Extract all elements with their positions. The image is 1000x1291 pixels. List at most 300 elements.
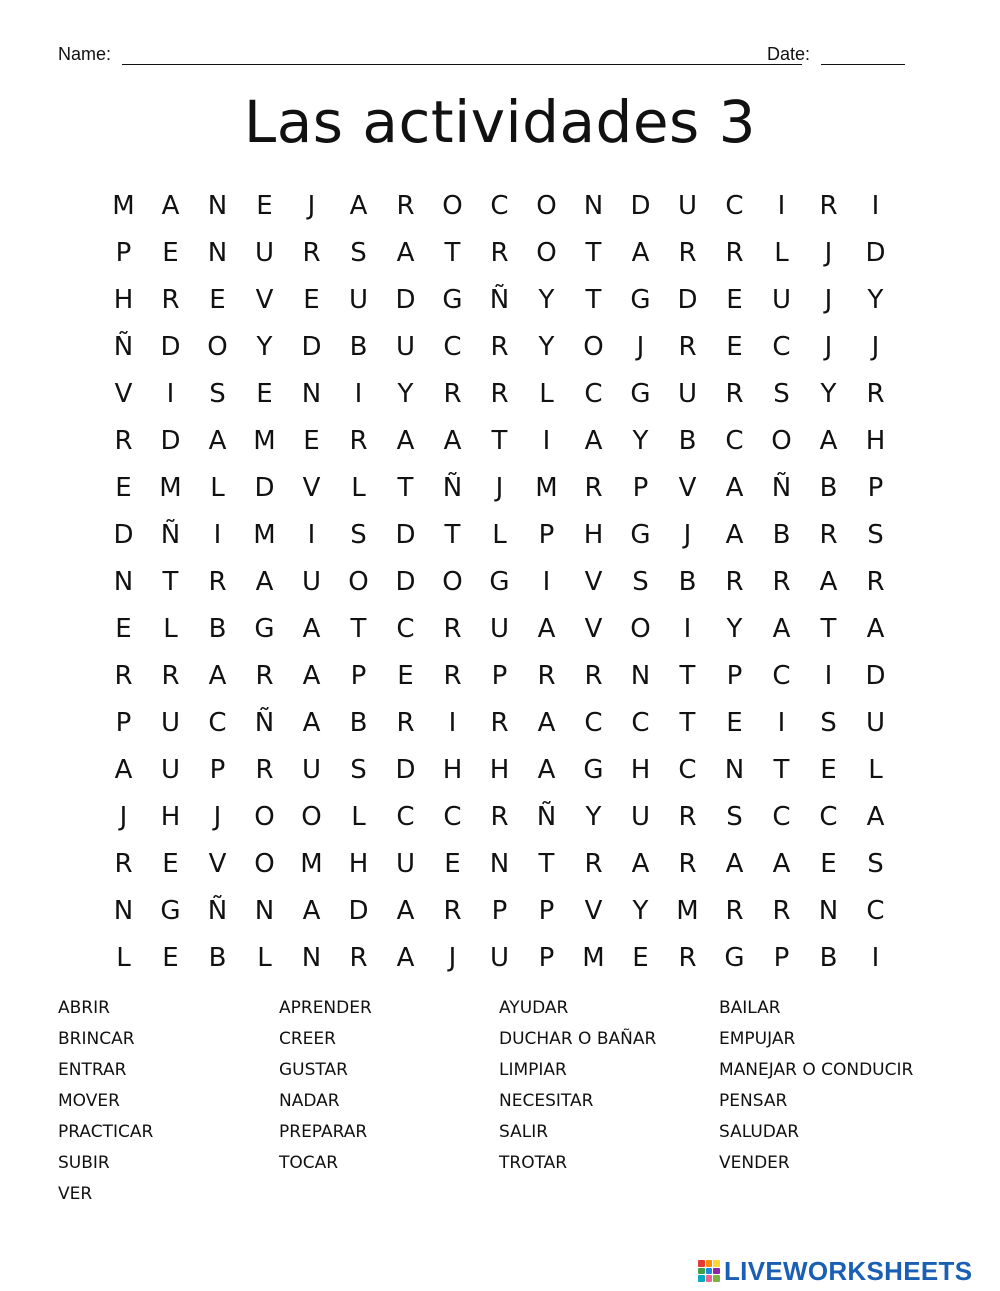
grid-letter[interactable]: Y (867, 285, 884, 315)
grid-letter[interactable]: R (443, 661, 462, 691)
grid-letter[interactable]: O (536, 238, 557, 268)
grid-letter[interactable]: N (818, 896, 839, 926)
grid-letter[interactable]: S (209, 379, 226, 409)
grid-letter[interactable]: O (771, 426, 792, 456)
grid-letter[interactable]: P (115, 708, 132, 738)
grid-letter[interactable]: J (448, 943, 457, 973)
grid-letter[interactable]: S (350, 520, 367, 550)
grid-letter[interactable]: A (819, 567, 838, 597)
grid-letter[interactable]: N (113, 567, 134, 597)
grid-letter[interactable]: C (772, 802, 791, 832)
grid-letter[interactable]: D (301, 332, 322, 362)
grid-letter[interactable]: R (584, 473, 603, 503)
grid-letter[interactable]: O (442, 191, 463, 221)
grid-letter[interactable]: T (397, 473, 414, 503)
grid-letter[interactable]: R (819, 520, 838, 550)
grid-letter[interactable]: O (301, 802, 322, 832)
grid-letter[interactable]: E (115, 473, 132, 503)
grid-letter[interactable]: T (679, 708, 696, 738)
grid-letter[interactable]: P (491, 661, 508, 691)
grid-letter[interactable]: H (160, 802, 181, 832)
grid-letter[interactable]: Y (538, 285, 555, 315)
grid-letter[interactable]: H (583, 520, 604, 550)
grid-letter[interactable]: R (114, 426, 133, 456)
grid-letter[interactable]: A (866, 802, 885, 832)
grid-letter[interactable]: O (348, 567, 369, 597)
grid-letter[interactable]: I (542, 426, 551, 456)
grid-letter[interactable]: L (351, 473, 366, 503)
grid-letter[interactable]: U (677, 379, 698, 409)
grid-letter[interactable]: C (772, 661, 791, 691)
grid-letter[interactable]: C (772, 332, 791, 362)
grid-letter[interactable]: L (539, 379, 554, 409)
grid-letter[interactable]: U (395, 332, 416, 362)
grid-letter[interactable]: J (495, 473, 504, 503)
grid-letter[interactable]: E (820, 849, 837, 879)
grid-letter[interactable]: O (207, 332, 228, 362)
grid-letter[interactable]: Y (632, 426, 649, 456)
grid-letter[interactable]: E (444, 849, 461, 879)
grid-letter[interactable]: A (584, 426, 603, 456)
grid-letter[interactable]: C (490, 191, 509, 221)
grid-letter[interactable]: B (208, 943, 227, 973)
grid-letter[interactable]: C (443, 802, 462, 832)
grid-letter[interactable]: A (161, 191, 180, 221)
grid-letter[interactable]: R (490, 332, 509, 362)
grid-letter[interactable]: U (254, 238, 275, 268)
grid-letter[interactable]: R (396, 191, 415, 221)
grid-letter[interactable]: G (724, 943, 745, 973)
grid-letter[interactable]: T (350, 614, 367, 644)
grid-letter[interactable]: S (350, 755, 367, 785)
grid-letter[interactable]: M (676, 896, 699, 926)
grid-letter[interactable]: R (443, 896, 462, 926)
grid-letter[interactable]: R (678, 332, 697, 362)
grid-letter[interactable]: R (255, 755, 274, 785)
grid-letter[interactable]: J (636, 332, 645, 362)
grid-letter[interactable]: R (772, 896, 791, 926)
grid-letter[interactable]: C (396, 802, 415, 832)
grid-letter[interactable]: R (443, 379, 462, 409)
grid-letter[interactable]: S (350, 238, 367, 268)
grid-letter[interactable]: H (348, 849, 369, 879)
grid-letter[interactable]: U (771, 285, 792, 315)
grid-letter[interactable]: R (772, 567, 791, 597)
grid-letter[interactable]: A (772, 614, 791, 644)
grid-letter[interactable]: I (777, 708, 786, 738)
grid-letter[interactable]: S (726, 802, 743, 832)
grid-letter[interactable]: Y (726, 614, 743, 644)
grid-letter[interactable]: V (255, 285, 274, 315)
grid-letter[interactable]: M (300, 849, 323, 879)
grid-letter[interactable]: A (725, 473, 744, 503)
grid-letter[interactable]: T (444, 520, 461, 550)
grid-letter[interactable]: I (542, 567, 551, 597)
grid-letter[interactable]: V (584, 567, 603, 597)
word-list-item: SUBIR (58, 1153, 110, 1173)
grid-letter[interactable]: T (491, 426, 508, 456)
grid-letter[interactable]: R (396, 708, 415, 738)
grid-letter[interactable]: J (824, 238, 833, 268)
grid-letter[interactable]: P (538, 943, 555, 973)
grid-letter[interactable]: O (583, 332, 604, 362)
grid-letter[interactable]: I (683, 614, 692, 644)
grid-letter[interactable]: N (207, 238, 228, 268)
grid-letter[interactable]: O (536, 191, 557, 221)
grid-letter[interactable]: R (490, 708, 509, 738)
grid-letter[interactable]: A (208, 426, 227, 456)
grid-letter[interactable]: A (443, 426, 462, 456)
grid-letter[interactable]: Y (632, 896, 649, 926)
grid-letter[interactable]: R (584, 849, 603, 879)
grid-letter[interactable]: R (866, 567, 885, 597)
grid-letter[interactable]: I (307, 520, 316, 550)
grid-letter[interactable]: M (159, 473, 182, 503)
logo-square (698, 1275, 705, 1282)
grid-letter[interactable]: E (209, 285, 226, 315)
grid-letter[interactable]: S (820, 708, 837, 738)
grid-letter[interactable]: R (255, 661, 274, 691)
grid-letter[interactable]: A (396, 943, 415, 973)
grid-letter[interactable]: U (301, 567, 322, 597)
grid-letter[interactable]: E (632, 943, 649, 973)
grid-letter[interactable]: A (302, 708, 321, 738)
grid-letter[interactable]: C (725, 191, 744, 221)
grid-letter[interactable]: M (253, 520, 276, 550)
grid-letter[interactable]: R (114, 661, 133, 691)
grid-letter[interactable]: T (585, 285, 602, 315)
grid-letter[interactable]: P (726, 661, 743, 691)
grid-letter[interactable]: S (867, 849, 884, 879)
grid-letter[interactable]: R (678, 849, 697, 879)
grid-letter[interactable]: R (161, 661, 180, 691)
grid-letter[interactable]: S (632, 567, 649, 597)
grid-letter[interactable]: H (113, 285, 134, 315)
grid-letter[interactable]: E (726, 708, 743, 738)
grid-letter[interactable]: A (396, 426, 415, 456)
grid-letter[interactable]: G (489, 567, 510, 597)
grid-letter[interactable]: P (350, 661, 367, 691)
grid-letter[interactable]: D (865, 661, 886, 691)
grid-letter[interactable]: R (725, 379, 744, 409)
grid-letter[interactable]: D (348, 896, 369, 926)
grid-letter[interactable]: Y (585, 802, 602, 832)
grid-letter[interactable]: P (632, 473, 649, 503)
grid-letter[interactable]: U (395, 849, 416, 879)
grid-letter[interactable]: R (678, 802, 697, 832)
grid-letter[interactable]: B (208, 614, 227, 644)
grid-letter[interactable]: D (630, 191, 651, 221)
grid-letter[interactable]: H (865, 426, 886, 456)
grid-letter[interactable]: D (395, 567, 416, 597)
grid-letter[interactable]: C (396, 614, 415, 644)
grid-letter[interactable]: U (489, 943, 510, 973)
grid-letter[interactable]: C (584, 708, 603, 738)
grid-letter[interactable]: P (491, 896, 508, 926)
grid-letter[interactable]: A (819, 426, 838, 456)
grid-letter[interactable]: D (254, 473, 275, 503)
grid-letter[interactable]: A (396, 238, 415, 268)
grid-letter[interactable]: C (443, 332, 462, 362)
grid-letter[interactable]: E (397, 661, 414, 691)
grid-letter[interactable]: N (113, 896, 134, 926)
grid-letter[interactable]: J (824, 332, 833, 362)
grid-letter[interactable]: T (773, 755, 790, 785)
grid-letter[interactable]: R (302, 238, 321, 268)
grid-letter[interactable]: J (683, 520, 692, 550)
grid-letter[interactable]: E (726, 285, 743, 315)
grid-letter[interactable]: O (630, 614, 651, 644)
grid-letter[interactable]: A (537, 708, 556, 738)
grid-letter[interactable]: J (824, 285, 833, 315)
grid-letter[interactable]: E (115, 614, 132, 644)
grid-letter[interactable]: R (349, 943, 368, 973)
grid-letter[interactable]: M (582, 943, 605, 973)
grid-letter[interactable]: T (679, 661, 696, 691)
grid-letter[interactable]: D (395, 285, 416, 315)
grid-letter[interactable]: R (584, 661, 603, 691)
grid-letter[interactable]: B (678, 426, 697, 456)
grid-letter[interactable]: T (538, 849, 555, 879)
grid-letter[interactable]: T (820, 614, 837, 644)
grid-letter[interactable]: E (162, 849, 179, 879)
logo-square (706, 1268, 713, 1275)
grid-letter[interactable]: Y (397, 379, 414, 409)
grid-letter[interactable]: L (257, 943, 272, 973)
grid-row (100, 935, 900, 982)
grid-letter[interactable]: I (871, 943, 880, 973)
name-line[interactable] (122, 64, 802, 65)
grid-letter[interactable]: A (537, 755, 556, 785)
grid-letter[interactable]: J (119, 802, 128, 832)
grid-letter[interactable]: N (630, 661, 651, 691)
grid-letter[interactable]: Ñ (771, 473, 792, 503)
grid-letter[interactable]: H (630, 755, 651, 785)
grid-letter[interactable]: V (208, 849, 227, 879)
grid-letter[interactable]: C (819, 802, 838, 832)
grid-letter[interactable]: L (163, 614, 178, 644)
grid-letter[interactable]: N (489, 849, 510, 879)
grid-letter[interactable]: Ñ (489, 285, 510, 315)
date-line[interactable] (821, 64, 905, 65)
grid-letter[interactable]: L (492, 520, 507, 550)
grid-letter[interactable]: P (538, 896, 555, 926)
grid-letter[interactable]: Ñ (536, 802, 557, 832)
grid-letter[interactable]: D (677, 285, 698, 315)
grid-letter[interactable]: E (256, 191, 273, 221)
grid-letter[interactable]: I (448, 708, 457, 738)
grid-letter[interactable]: R (819, 191, 838, 221)
grid-letter[interactable]: L (351, 802, 366, 832)
grid-letter[interactable]: R (443, 614, 462, 644)
grid-row (100, 230, 900, 277)
grid-letter[interactable]: U (160, 755, 181, 785)
grid-letter[interactable]: N (301, 943, 322, 973)
grid-letter[interactable]: U (160, 708, 181, 738)
grid-letter[interactable]: D (160, 426, 181, 456)
word-list-item: AYUDAR (499, 998, 569, 1018)
grid-letter[interactable]: J (213, 802, 222, 832)
grid-letter[interactable]: P (867, 473, 884, 503)
grid-letter[interactable]: O (254, 849, 275, 879)
grid-letter[interactable]: R (490, 379, 509, 409)
grid-letter[interactable]: P (209, 755, 226, 785)
grid-letter[interactable]: R (537, 661, 556, 691)
grid-letter[interactable]: L (868, 755, 883, 785)
grid-letter[interactable]: R (161, 285, 180, 315)
grid-letter[interactable]: G (630, 520, 651, 550)
grid-letter[interactable]: B (772, 520, 791, 550)
grid-letter[interactable]: O (442, 567, 463, 597)
grid-letter[interactable]: U (348, 285, 369, 315)
grid-letter[interactable]: A (631, 238, 650, 268)
grid-letter[interactable]: I (213, 520, 222, 550)
grid-letter[interactable]: C (584, 379, 603, 409)
grid-letter[interactable]: E (256, 379, 273, 409)
grid-letter[interactable]: N (301, 379, 322, 409)
grid-letter[interactable]: J (307, 191, 316, 221)
grid-letter[interactable]: N (724, 755, 745, 785)
grid-letter[interactable]: G (630, 379, 651, 409)
grid-letter[interactable]: I (871, 191, 880, 221)
grid-letter[interactable]: E (726, 332, 743, 362)
grid-letter[interactable]: D (113, 520, 134, 550)
grid-letter[interactable]: A (725, 849, 744, 879)
grid-letter[interactable]: S (773, 379, 790, 409)
grid-letter[interactable]: I (777, 191, 786, 221)
grid-letter[interactable]: N (207, 191, 228, 221)
grid-letter[interactable]: R (490, 802, 509, 832)
grid-letter[interactable]: V (302, 473, 321, 503)
grid-letter[interactable]: B (819, 473, 838, 503)
grid-letter[interactable]: P (115, 238, 132, 268)
grid-letter[interactable]: Ñ (207, 896, 228, 926)
grid-letter[interactable]: B (678, 567, 697, 597)
grid-letter[interactable]: A (255, 567, 274, 597)
grid-letter[interactable]: U (301, 755, 322, 785)
grid-letter[interactable]: H (442, 755, 463, 785)
grid-letter[interactable]: C (208, 708, 227, 738)
grid-letter[interactable]: A (349, 191, 368, 221)
grid-letter[interactable]: J (871, 332, 880, 362)
grid-letter[interactable]: T (162, 567, 179, 597)
grid-letter[interactable]: M (535, 473, 558, 503)
grid-letter[interactable]: R (725, 896, 744, 926)
grid-letter[interactable]: M (253, 426, 276, 456)
grid-letter[interactable]: R (208, 567, 227, 597)
grid-letter[interactable]: E (820, 755, 837, 785)
grid-letter[interactable]: G (583, 755, 604, 785)
grid-letter[interactable]: B (349, 332, 368, 362)
grid-letter[interactable]: I (824, 661, 833, 691)
grid-letter[interactable]: D (395, 520, 416, 550)
grid-letter[interactable]: R (678, 943, 697, 973)
grid-letter[interactable]: G (160, 896, 181, 926)
grid-letter[interactable]: R (349, 426, 368, 456)
grid-letter[interactable]: Ñ (160, 520, 181, 550)
grid-letter[interactable]: I (166, 379, 175, 409)
grid-letter[interactable]: O (254, 802, 275, 832)
grid-letter[interactable]: R (725, 567, 744, 597)
grid-letter[interactable]: L (774, 238, 789, 268)
footer-logo (698, 1256, 998, 1286)
grid-letter[interactable]: V (114, 379, 133, 409)
grid-letter[interactable]: S (867, 520, 884, 550)
grid-letter[interactable]: E (303, 285, 320, 315)
grid-letter[interactable]: G (630, 285, 651, 315)
grid-letter[interactable]: E (162, 238, 179, 268)
grid-letter[interactable]: A (302, 614, 321, 644)
grid-letter[interactable]: N (254, 896, 275, 926)
grid-letter[interactable]: R (725, 238, 744, 268)
grid-letter[interactable]: U (489, 614, 510, 644)
grid-letter[interactable]: C (631, 708, 650, 738)
grid-letter[interactable]: Y (820, 379, 837, 409)
grid-letter[interactable]: V (678, 473, 697, 503)
grid-letter[interactable]: A (631, 849, 650, 879)
grid-letter[interactable]: B (349, 708, 368, 738)
grid-letter[interactable]: D (395, 755, 416, 785)
grid-letter[interactable]: D (160, 332, 181, 362)
grid-letter[interactable]: A (208, 661, 227, 691)
grid-letter[interactable]: Y (256, 332, 273, 362)
grid-letter[interactable]: N (583, 191, 604, 221)
grid-letter[interactable]: U (677, 191, 698, 221)
grid-letter[interactable]: R (866, 379, 885, 409)
grid-letter[interactable]: I (354, 379, 363, 409)
grid-letter[interactable]: V (584, 896, 603, 926)
grid-letter[interactable]: C (866, 896, 885, 926)
grid-letter[interactable]: H (489, 755, 510, 785)
grid-letter[interactable]: A (772, 849, 791, 879)
grid-letter[interactable]: Ñ (254, 708, 275, 738)
grid-letter[interactable]: A (114, 755, 133, 785)
grid-letter[interactable]: P (538, 520, 555, 550)
grid-letter[interactable]: D (865, 238, 886, 268)
grid-letter[interactable]: U (865, 708, 886, 738)
grid-letter[interactable]: C (678, 755, 697, 785)
grid-letter[interactable]: R (490, 238, 509, 268)
grid-letter[interactable]: U (630, 802, 651, 832)
grid-letter[interactable]: Y (538, 332, 555, 362)
grid-letter[interactable]: V (584, 614, 603, 644)
grid-letter[interactable]: C (725, 426, 744, 456)
grid-letter[interactable]: B (819, 943, 838, 973)
grid-letter[interactable]: M (112, 191, 135, 221)
word-list-item: NECESITAR (499, 1091, 594, 1111)
grid-letter[interactable]: G (254, 614, 275, 644)
grid-letter[interactable]: A (396, 896, 415, 926)
grid-letter[interactable]: A (302, 896, 321, 926)
grid-letter[interactable]: Ñ (113, 332, 134, 362)
grid-letter[interactable]: E (303, 426, 320, 456)
grid-letter[interactable]: L (210, 473, 225, 503)
grid-letter[interactable]: G (442, 285, 463, 315)
grid-letter[interactable]: A (866, 614, 885, 644)
grid-letter[interactable]: E (162, 943, 179, 973)
page-title: Las actividades 3 (243, 88, 757, 156)
grid-letter[interactable]: L (116, 943, 131, 973)
grid-letter[interactable]: Ñ (442, 473, 463, 503)
grid-letter[interactable]: T (444, 238, 461, 268)
grid-letter[interactable]: R (678, 238, 697, 268)
grid-letter[interactable]: A (537, 614, 556, 644)
grid-letter[interactable]: R (114, 849, 133, 879)
grid-letter[interactable]: P (773, 943, 790, 973)
grid-letter[interactable]: T (585, 238, 602, 268)
grid-letter[interactable]: A (302, 661, 321, 691)
grid-letter[interactable]: A (725, 520, 744, 550)
